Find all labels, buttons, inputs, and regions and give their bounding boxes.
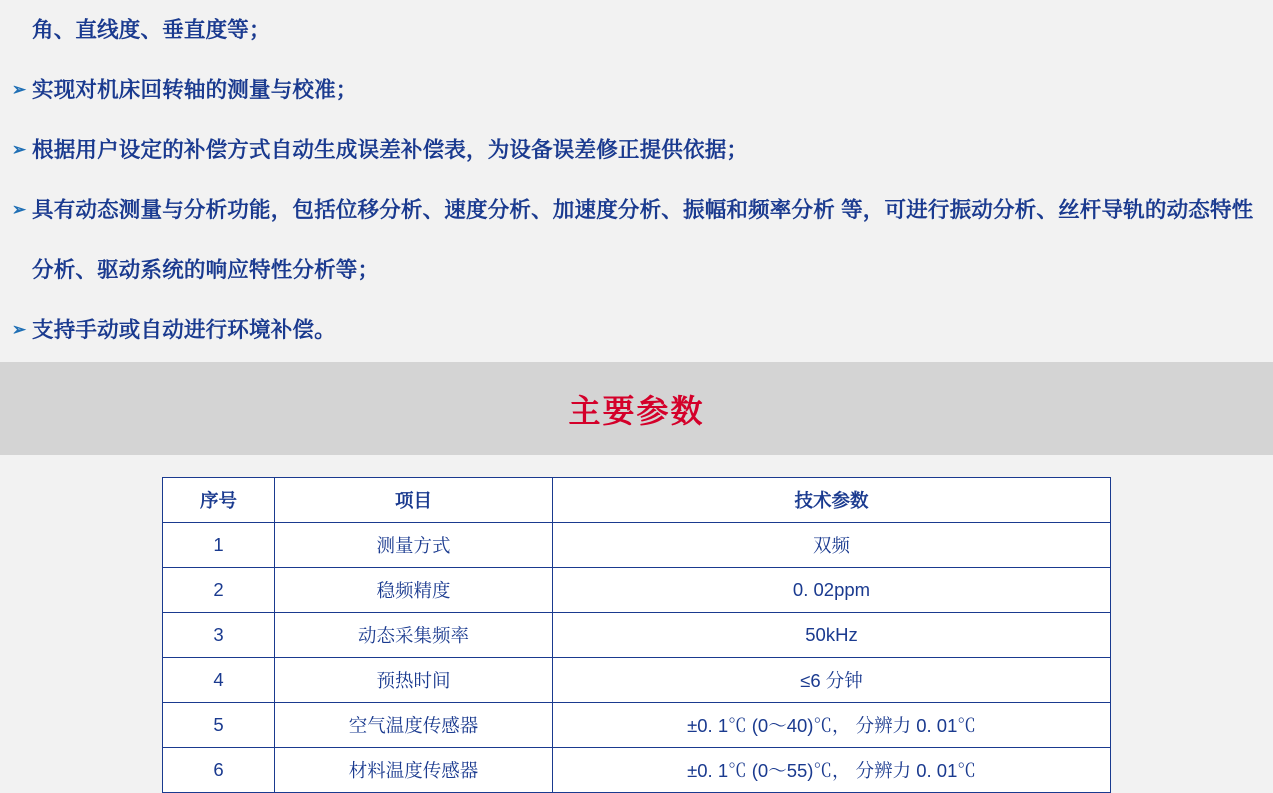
table-row bbox=[163, 658, 1111, 703]
cell-item: 稳频精度 bbox=[275, 568, 553, 613]
column-header-no: 序号 bbox=[163, 478, 275, 523]
cell-spec: 双频 bbox=[553, 523, 1111, 568]
list-item bbox=[0, 120, 1263, 180]
cell-spec: ±0. 1℃ (0～40)℃， 分辨力 0. 01℃ bbox=[553, 703, 1111, 748]
cell-spec: ±0. 1℃ (0～55)℃， 分辨力 0. 01℃ bbox=[553, 748, 1111, 793]
column-header-spec: 技术参数 bbox=[553, 478, 1111, 523]
list-item-label: 实现对机床回转轴的测量与校准； bbox=[32, 78, 358, 102]
section-title-band bbox=[0, 362, 1273, 455]
column-header-item: 项目 bbox=[275, 478, 553, 523]
table-row bbox=[163, 523, 1111, 568]
cell-no: 1 bbox=[163, 523, 275, 568]
cell-spec: 50kHz bbox=[553, 613, 1111, 658]
cell-no: 2 bbox=[163, 568, 275, 613]
bullet-arrow-icon: ➢ bbox=[11, 80, 27, 99]
bullet-arrow-icon: ➢ bbox=[11, 140, 27, 159]
cell-no: 4 bbox=[163, 658, 275, 703]
table-row bbox=[163, 568, 1111, 613]
parameters-table-container bbox=[0, 455, 1273, 793]
bullet-arrow-icon: ➢ bbox=[11, 320, 27, 339]
list-item-label: 根据用户设定的补偿方式自动生成误差补偿表，为设备误差修正提供依据； bbox=[32, 138, 749, 162]
page-title: 主要参数 bbox=[568, 392, 705, 429]
table-row bbox=[163, 613, 1111, 658]
cell-no: 5 bbox=[163, 703, 275, 748]
table-row bbox=[163, 748, 1111, 793]
cell-item: 空气温度传感器 bbox=[275, 703, 553, 748]
bullet-list bbox=[0, 0, 1273, 360]
cell-spec: ≤6 分钟 bbox=[553, 658, 1111, 703]
cell-no: 3 bbox=[163, 613, 275, 658]
table-row bbox=[163, 703, 1111, 748]
list-item bbox=[0, 0, 1263, 60]
cell-item: 材料温度传感器 bbox=[275, 748, 553, 793]
parameters-table bbox=[162, 477, 1111, 793]
list-item-label: 具有动态测量与分析功能，包括位移分析、速度分析、加速度分析、振幅和频率分析 等，可进行振动分析、丝杆导轨的动态特性分析、驱动系统的响应特性分析等； bbox=[32, 198, 1254, 282]
cell-item: 动态采集频率 bbox=[275, 613, 553, 658]
list-item-label: 角、直线度、垂直度等； bbox=[32, 18, 271, 42]
cell-item: 预热时间 bbox=[275, 658, 553, 703]
cell-spec: 0. 02ppm bbox=[553, 568, 1111, 613]
list-item-label: 支持手动或自动进行环境补偿。 bbox=[32, 318, 336, 342]
cell-no: 6 bbox=[163, 748, 275, 793]
table-header-row bbox=[163, 478, 1111, 523]
list-item bbox=[0, 180, 1263, 300]
bullet-arrow-icon: ➢ bbox=[11, 200, 27, 219]
list-item bbox=[0, 300, 1263, 360]
cell-item: 测量方式 bbox=[275, 523, 553, 568]
list-item bbox=[0, 60, 1263, 120]
